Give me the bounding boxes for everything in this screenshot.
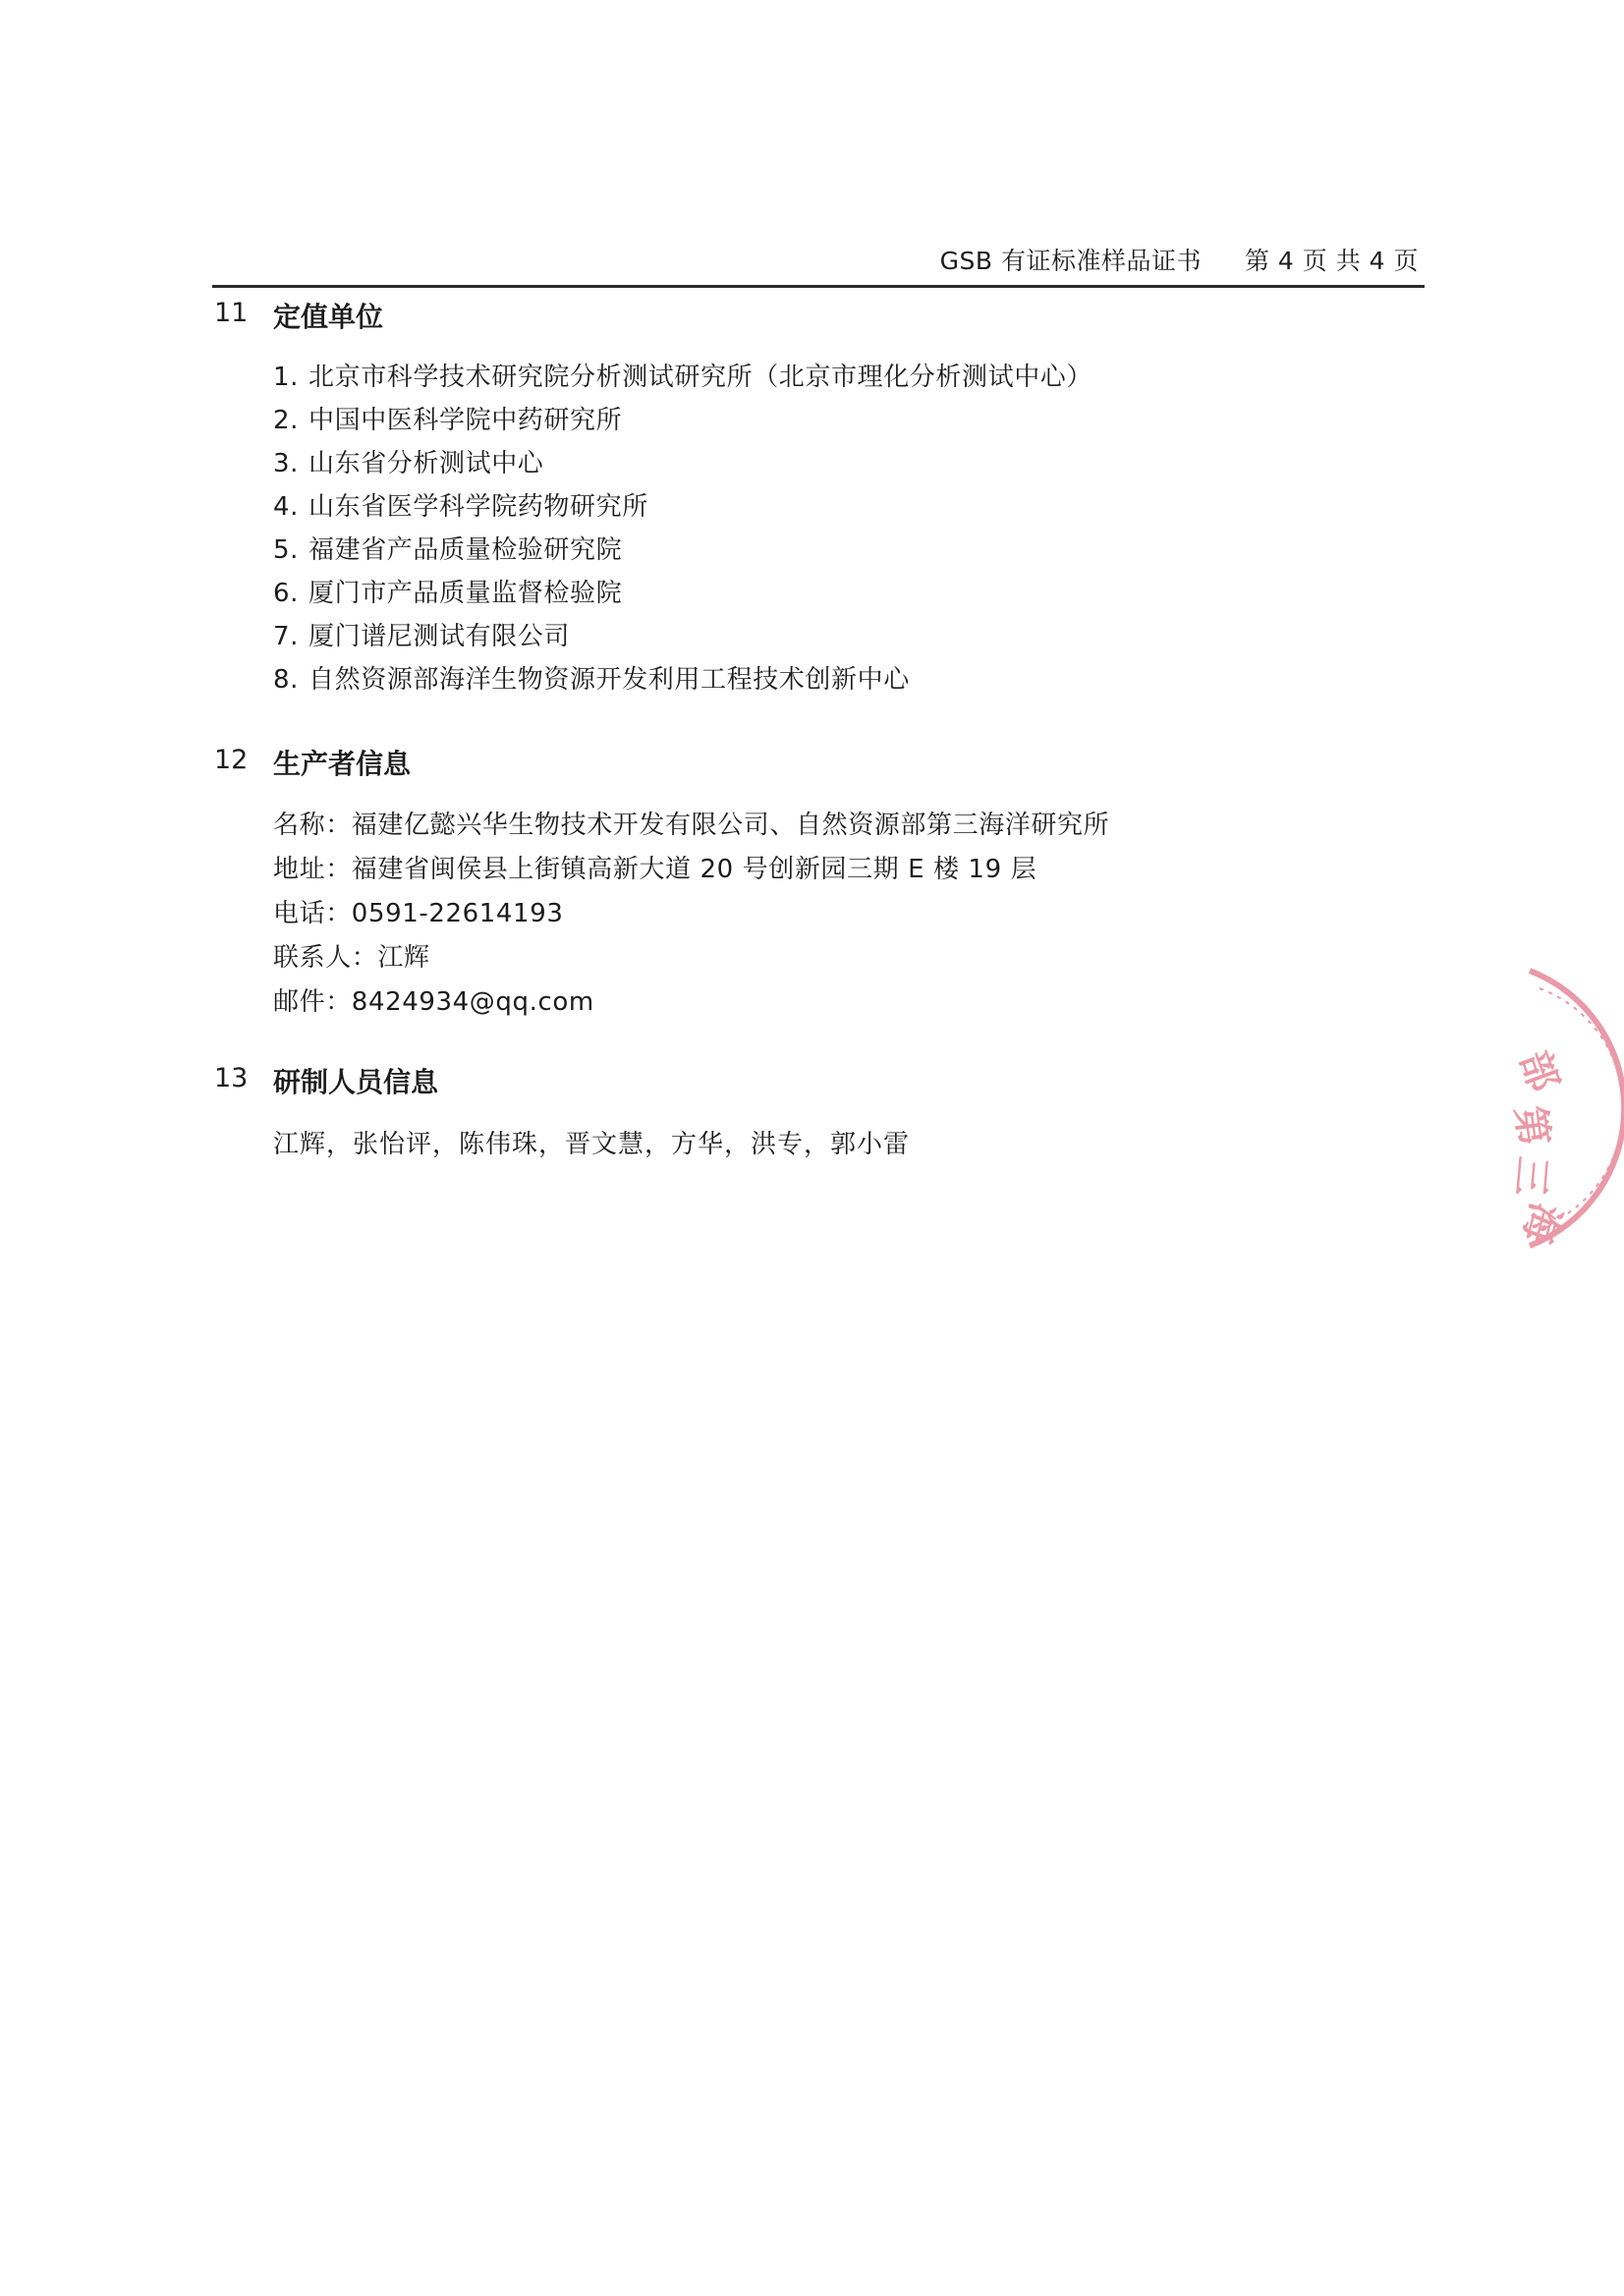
list-item: 8. 自然资源部海洋生物资源开发利用工程技术创新中心 <box>273 665 910 695</box>
producer-address: 地址：福建省闽侯县上街镇高新大道 20 号创新园三期 E 楼 19 层 <box>273 855 1037 884</box>
list-item: 7. 厦门谱尼测试有限公司 <box>273 622 571 651</box>
section-title: 定值单位 <box>273 301 384 333</box>
section-title: 研制人员信息 <box>273 1066 439 1098</box>
svg-text:海: 海 <box>1513 1198 1568 1248</box>
list-item: 4. 山东省医学科学院药物研究所 <box>273 492 648 522</box>
list-item: 3. 山东省分析测试中心 <box>273 449 544 478</box>
page-number: 第 4 页 共 4 页 <box>1244 247 1419 275</box>
producer-email: 邮件：8424934@qq.com <box>273 987 594 1017</box>
section-number: 12 <box>214 745 249 775</box>
list-item: 5. 福建省产品质量检验研究院 <box>273 535 623 565</box>
svg-text:三: 三 <box>1506 1154 1555 1198</box>
producer-details <box>273 806 1109 1027</box>
producer-phone: 电话：0591-22614193 <box>273 899 564 928</box>
section-title: 生产者信息 <box>273 748 412 780</box>
official-seal-stamp <box>1469 951 1624 1265</box>
developer-names: 江辉，张怡评，陈伟珠，晋文慧，方华，洪专，郭小雷 <box>273 1130 911 1159</box>
section-number: 13 <box>214 1063 249 1093</box>
list-item: 6. 厦门市产品质量监督检验院 <box>273 579 623 608</box>
svg-text:第: 第 <box>1506 1102 1557 1149</box>
valuation-unit-list <box>273 359 1092 704</box>
page-header <box>212 242 1425 288</box>
certificate-title: GSB 有证标准样品证书 <box>939 247 1202 275</box>
section-number: 11 <box>214 298 249 328</box>
producer-contact: 联系人：江辉 <box>273 943 430 973</box>
list-item: 1. 北京市科学技术研究院分析测试研究所（北京市理化分析测试中心） <box>273 363 1093 392</box>
producer-name: 名称：福建亿懿兴华生物技术开发有限公司、自然资源部第三海洋研究所 <box>273 811 1110 840</box>
svg-text:部: 部 <box>1510 1044 1567 1098</box>
list-item: 2. 中国中医科学院中药研究所 <box>273 406 623 435</box>
